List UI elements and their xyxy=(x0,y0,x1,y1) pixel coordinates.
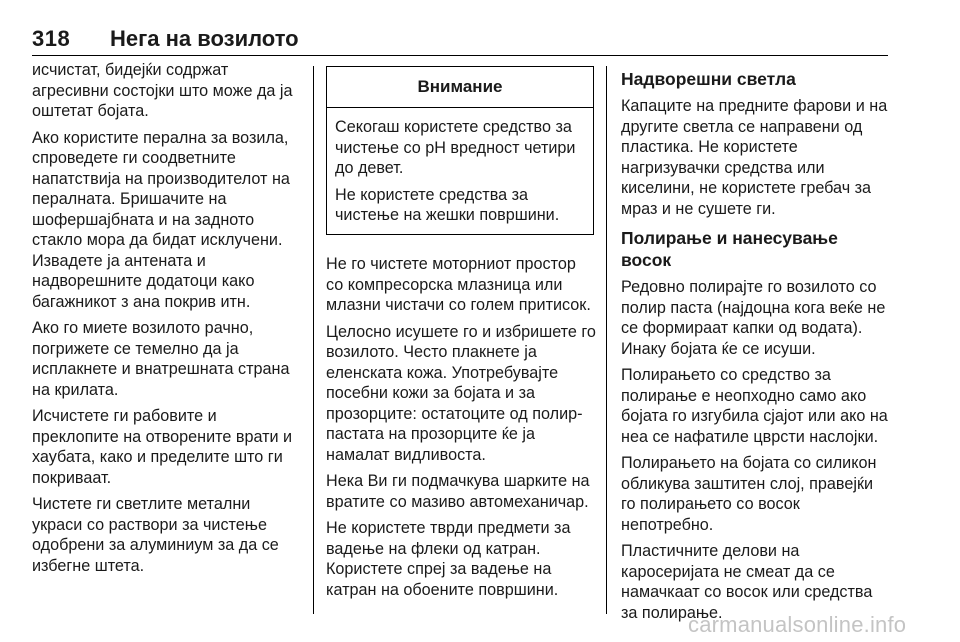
page-title: Нега на возилото xyxy=(110,26,299,51)
paragraph: Редовно полирајте го возилото со полир паста (најдоцна кога веќе не се формираат капки од водата). Инаку бојата ќе се исуши. xyxy=(621,278,886,358)
column-divider-1 xyxy=(313,66,314,614)
paragraph: Полирањето со средство за полирање е неопходно само ако бојата го изгубила сјајот или ако на неа се нафатиле цврсти наслојки. xyxy=(621,366,888,446)
paragraph: исчистат, бидејќи содржат агресивни состојки што може да ја оштетат бојата. xyxy=(32,61,293,120)
middle-column xyxy=(326,61,596,606)
paragraph: Чистете ги светлите метални украси со раствори за чистење одобрени за алуминиум за да се избегне штета. xyxy=(32,495,279,575)
paragraph: Нека Ви ги подмачкува шарките на вратите со мазиво автомеханичар. xyxy=(326,472,590,511)
caution-paragraph: Не користете средства за чистење на жешки површини. xyxy=(335,185,560,224)
caution-body xyxy=(327,108,593,226)
paragraph: Не го чистете моторниот простор со компресорска млазница или млазни чистачи со голем притисок. xyxy=(326,255,591,314)
paragraph: Исчистете ги рабовите и преклопите на отворените врати и хаубата, како и пределите што ги покриваат. xyxy=(32,407,293,487)
right-column xyxy=(621,66,889,629)
section-heading: Полирање и нанесување восок xyxy=(621,228,838,270)
caution-paragraph: Секогаш користете средство за чистење со pH вредност четири до девет. xyxy=(335,118,576,177)
section-heading: Надворешни светла xyxy=(621,69,796,89)
paragraph: Ако го миете возилото рачно, погрижете се темелно да ја исплакнете и внатрешната страна на крилата. xyxy=(32,319,290,399)
column-divider-2 xyxy=(606,66,607,614)
watermark: carmanualsonline.info xyxy=(688,612,907,637)
paragraph: Не користете тврди предмети за вадење на флеки од катран. Користете спрej за вадење на катран на обоените површини. xyxy=(326,519,571,599)
page-number: 318 xyxy=(32,26,71,51)
paragraph: Ако користите перална за возила, спроведете ги соодветните напатствија на производителот на пералната. Бришачите на шофершајбната и на задното стакло мора да бидат исклучени. Извадете ја антената и надворешните додатоци како багажникот з ана покрив итн. xyxy=(32,128,290,311)
caution-title: Внимание xyxy=(327,67,593,108)
page-header xyxy=(32,26,888,52)
paragraph: Пластичните делови на каросеријата не смеат да се намачкаат со восок или средства за полирање. xyxy=(621,542,873,622)
paragraph: Целосно исушете го и избришете го возилото. Често плакнете ја еленската кожа. Употребувајте посебни кожи за бојата и за прозорците: остатоците од полир-пастата на прозорците ќе ја намалат видливоста. xyxy=(326,322,596,464)
caution-box xyxy=(326,66,594,235)
paragraph: Полирањето на бојата со силикон обликува заштитен слој, правејќи го полирањето со восок непотребно. xyxy=(621,454,877,534)
paragraph: Капаците на предните фарови и на другите светла се направени од пластика. Не користете нагризувачки средства или киселини, не користете гребач за мраз и не сушете ги. xyxy=(621,97,888,218)
left-column xyxy=(32,60,304,582)
header-divider xyxy=(32,55,888,56)
